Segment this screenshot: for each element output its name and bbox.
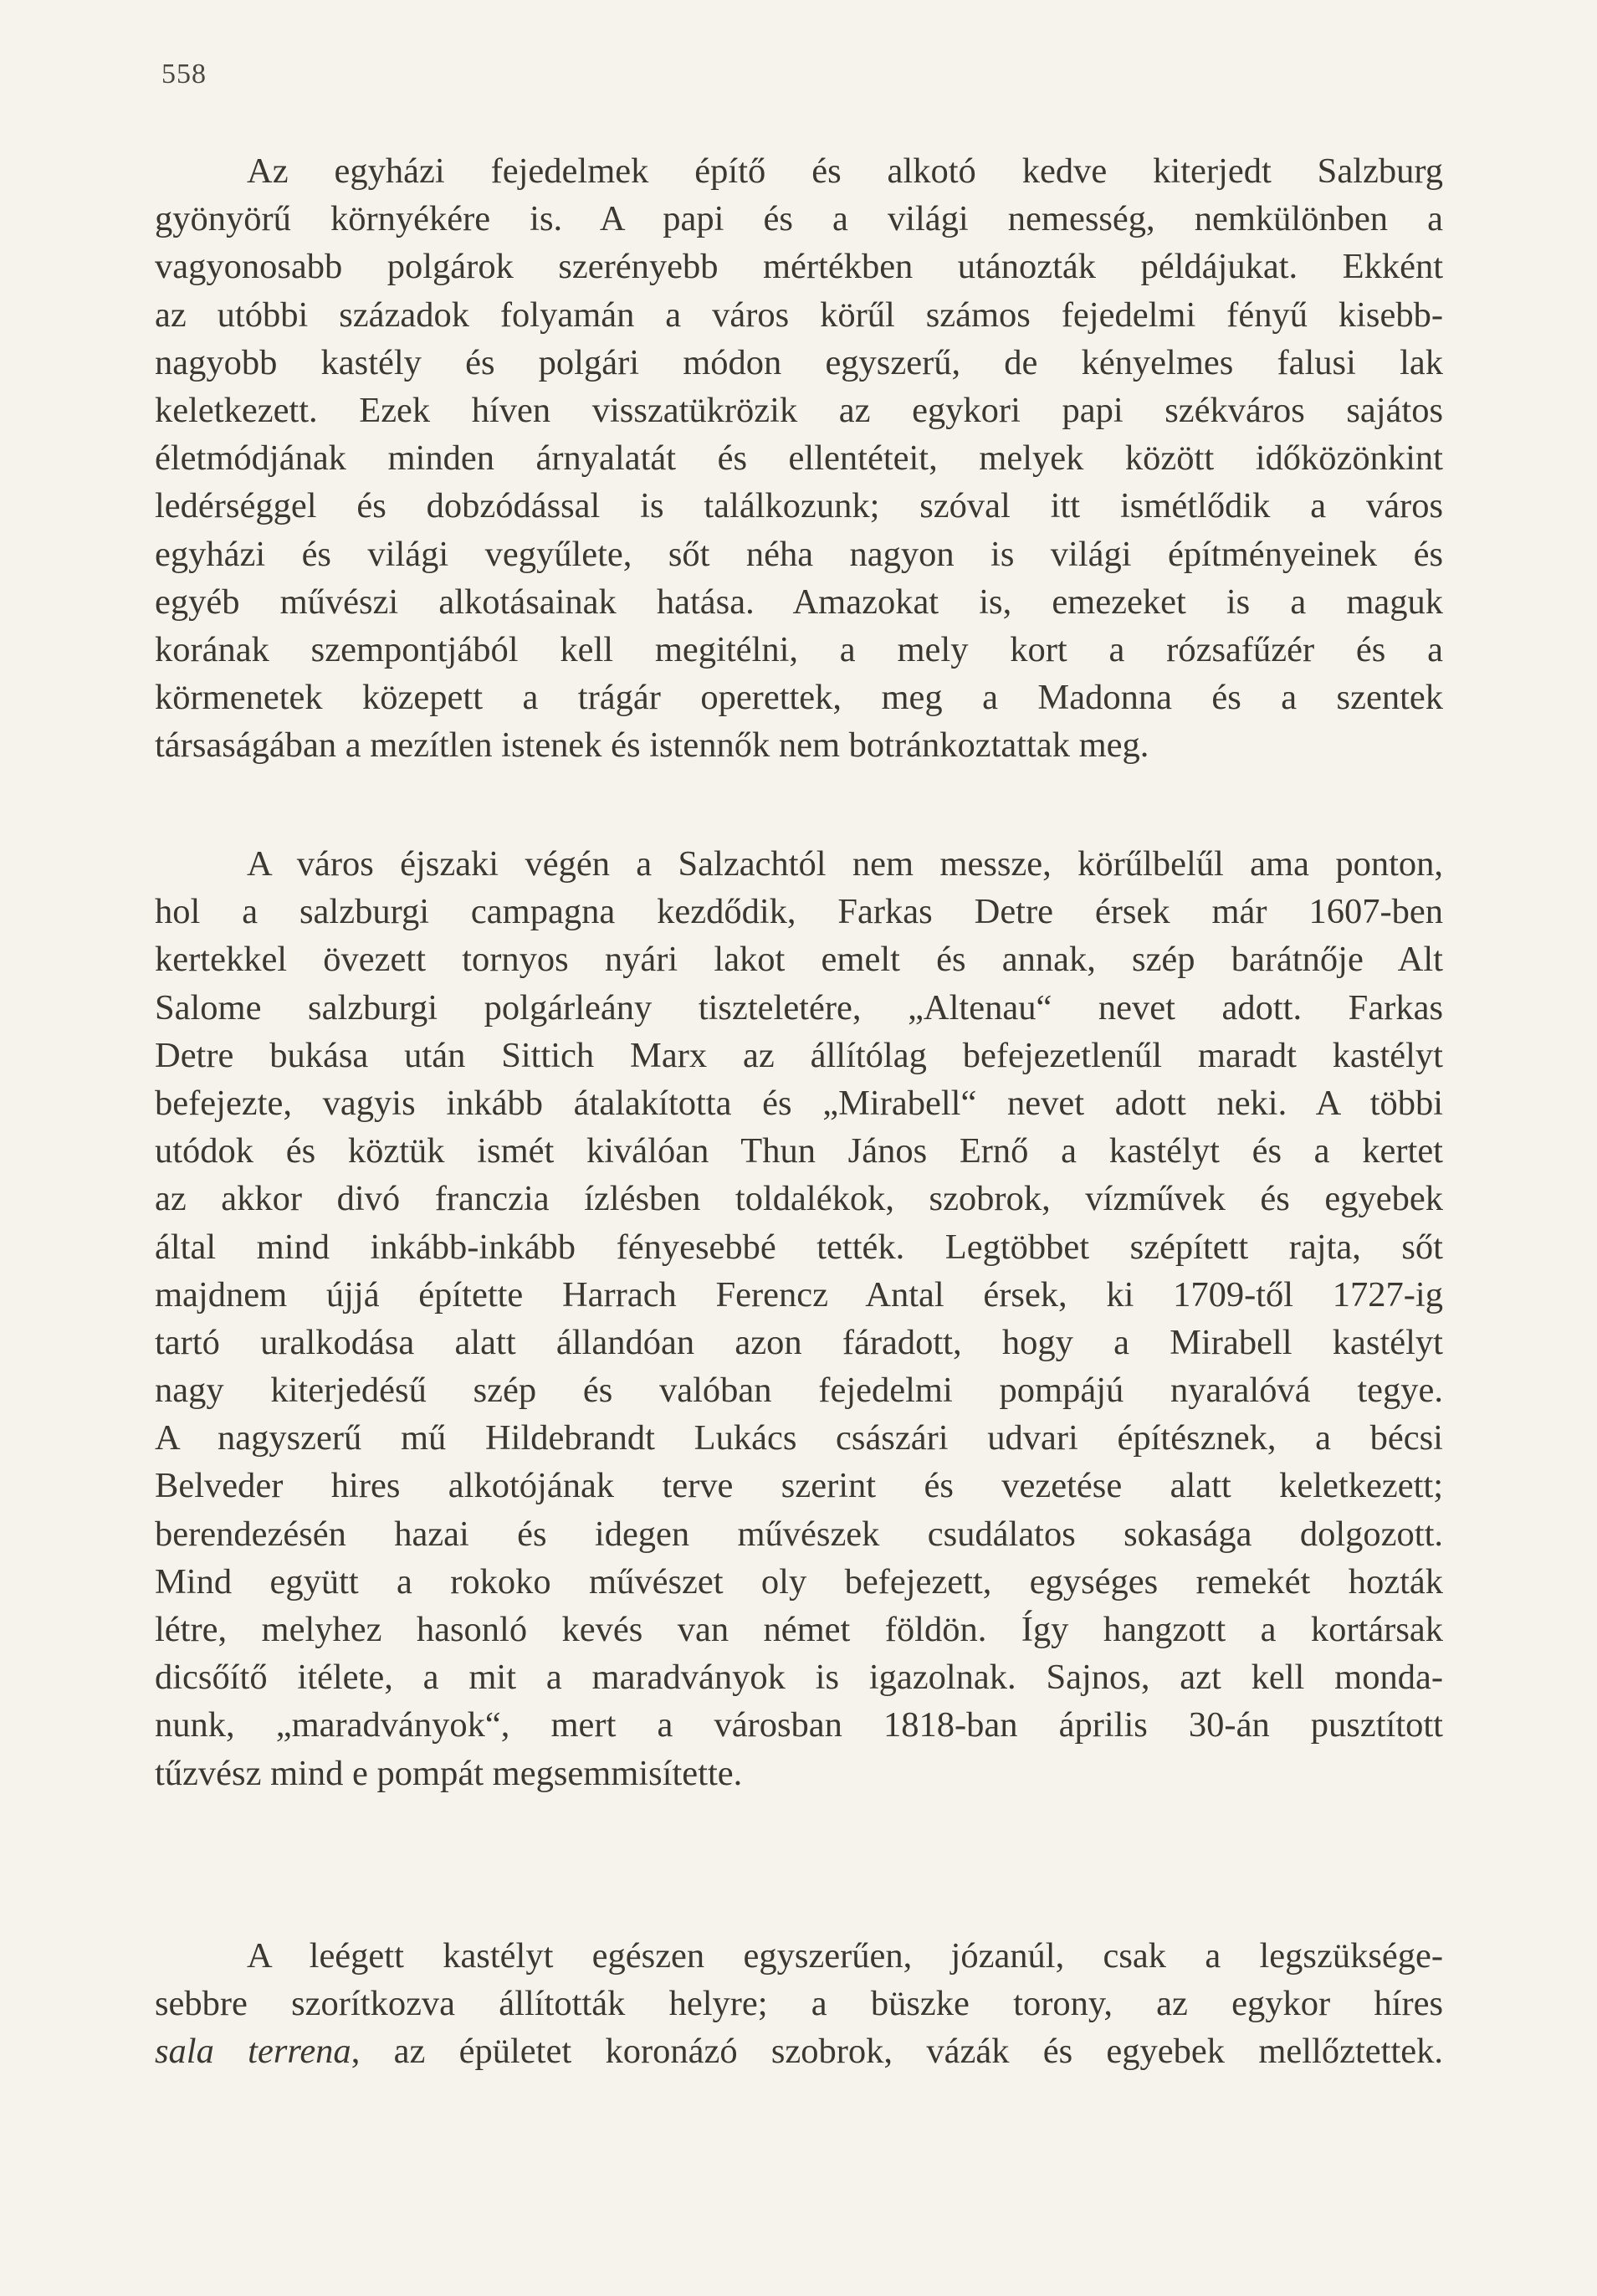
page-number: 558 — [161, 59, 207, 90]
text-line: nagyobb kastély és polgári módon egyszerű, de kényelmes falusi lak — [155, 342, 1443, 382]
text-line: körmenetek közepett a trágár operettek, meg a Madonna és a szentek — [155, 678, 1443, 718]
text-line: majdnem újjá építette Harrach Ferencz Antal érsek, ki 1709-től 1727-ig — [155, 1274, 1443, 1315]
text-line: korának szempontjából kell megitélni, a mely kort a rózsafűzér és a — [155, 629, 1443, 669]
text-fragment: , az épületet koronázó szobrok, vázák és egyebek mellőztettek. — [351, 2032, 1443, 2072]
text-line: hol a salzburgi campagna kezdődik, Farkas Detre érsek már 1607-ben — [155, 892, 1443, 932]
text-line: egyházi és világi vegyűlete, sőt néha nagyon is világi építményeinek és — [155, 534, 1443, 574]
text-line: egyéb művészi alkotásainak hatása. Amazokat is, emezeket is a maguk — [155, 582, 1443, 622]
text-line: Detre bukása után Sittich Marx az állítólag befejezetlenűl maradt kastélyt — [155, 1035, 1443, 1075]
text-line: ledérséggel és dobzódással is találkozunk; szóval itt ismétlődik a város — [155, 486, 1443, 526]
text-line: keletkezett. Ezek híven visszatükrözik az egykori papi székváros sajátos — [155, 390, 1443, 430]
text-line: Mind együtt a rokoko művészet oly befejezett, egységes remekét hozták — [155, 1561, 1443, 1602]
paragraph-1 — [155, 147, 1443, 769]
text-line: A város éjszaki végén a Salzachtól nem messze, körűlbelűl ama ponton, — [247, 844, 1443, 884]
text-line: társaságában a mezítlen istenek és istennők nem botránkoztattak meg. — [155, 725, 1149, 766]
text-line: sebbre szorítkozva állították helyre; a büszke torony, az egykor híres — [155, 1984, 1443, 2024]
text-line: gyönyörű környékére is. A papi és a világi nemesség, nemkülönben a — [155, 199, 1443, 239]
text-line: létre, melyhez hasonló kevés van német földön. Így hangzott a kortársak — [155, 1610, 1443, 1649]
text-line: Belveder hires alkotójának terve szerint és vezetése alatt keletkezett; — [155, 1466, 1443, 1506]
italic-phrase: sala terrena — [155, 2032, 351, 2072]
text-line: vagyonosabb polgárok szerényebb mértékben utánozták példájukat. Ekként — [155, 247, 1443, 287]
text-line: nunk, „maradványok“, mert a városban 1818-ban április 30-án pusztított — [155, 1705, 1443, 1745]
paragraph-3 — [155, 1932, 1443, 2076]
text-line: befejezte, vagyis inkább átalakította és „Mirabell“ nevet adott neki. A többi — [155, 1083, 1443, 1123]
text-line: által mind inkább-inkább fényesebbé tették. Legtöbbet szépített rajta, sőt — [155, 1227, 1443, 1267]
text-line: utódok és köztük ismét kiválóan Thun János Ernő a kastélyt és a kertet — [155, 1131, 1443, 1171]
text-line: életmódjának minden árnyalatát és ellentéteit, melyek között időközönkint — [155, 438, 1443, 479]
text-line: dicsőítő itélete, a mit a maradványok is igazolnak. Sajnos, azt kell monda- — [155, 1658, 1443, 1698]
text-line: A leégett kastélyt egészen egyszerűen, józanúl, csak a legszüksége- — [247, 1936, 1443, 1976]
text-line: berendezésén hazai és idegen művészek csudálatos sokasága dolgozott. — [155, 1514, 1443, 1554]
text-line: az akkor divó franczia ízlésben toldalékok, szobrok, vízművek és egyebek — [155, 1179, 1443, 1219]
text-line: kertekkel övezett tornyos nyári lakot emelt és annak, szép barátnője Alt — [155, 940, 1443, 980]
text-line: A nagyszerű mű Hildebrandt Lukács császári udvari építésznek, a bécsi — [155, 1418, 1443, 1458]
text-line: tűzvész mind e pompát megsemmisítette. — [155, 1753, 743, 1793]
text-line: Az egyházi fejedelmek építő és alkotó kedve kiterjedt Salzburg — [247, 151, 1443, 191]
paragraph-2 — [155, 840, 1443, 1797]
text-line: Salome salzburgi polgárleány tiszteletére, „Altenau“ nevet adott. Farkas — [155, 987, 1443, 1028]
text-line: nagy kiterjedésű szép és valóban fejedelmi pompájú nyaralóvá tegye. — [155, 1371, 1443, 1411]
text-line: tartó uralkodása alatt állandóan azon fáradott, hogy a Mirabell kastélyt — [155, 1322, 1443, 1362]
text-line: az utóbbi századok folyamán a város körűl számos fejedelmi fényű kisebb- — [155, 295, 1443, 335]
text-line-mixed — [155, 2027, 1443, 2075]
